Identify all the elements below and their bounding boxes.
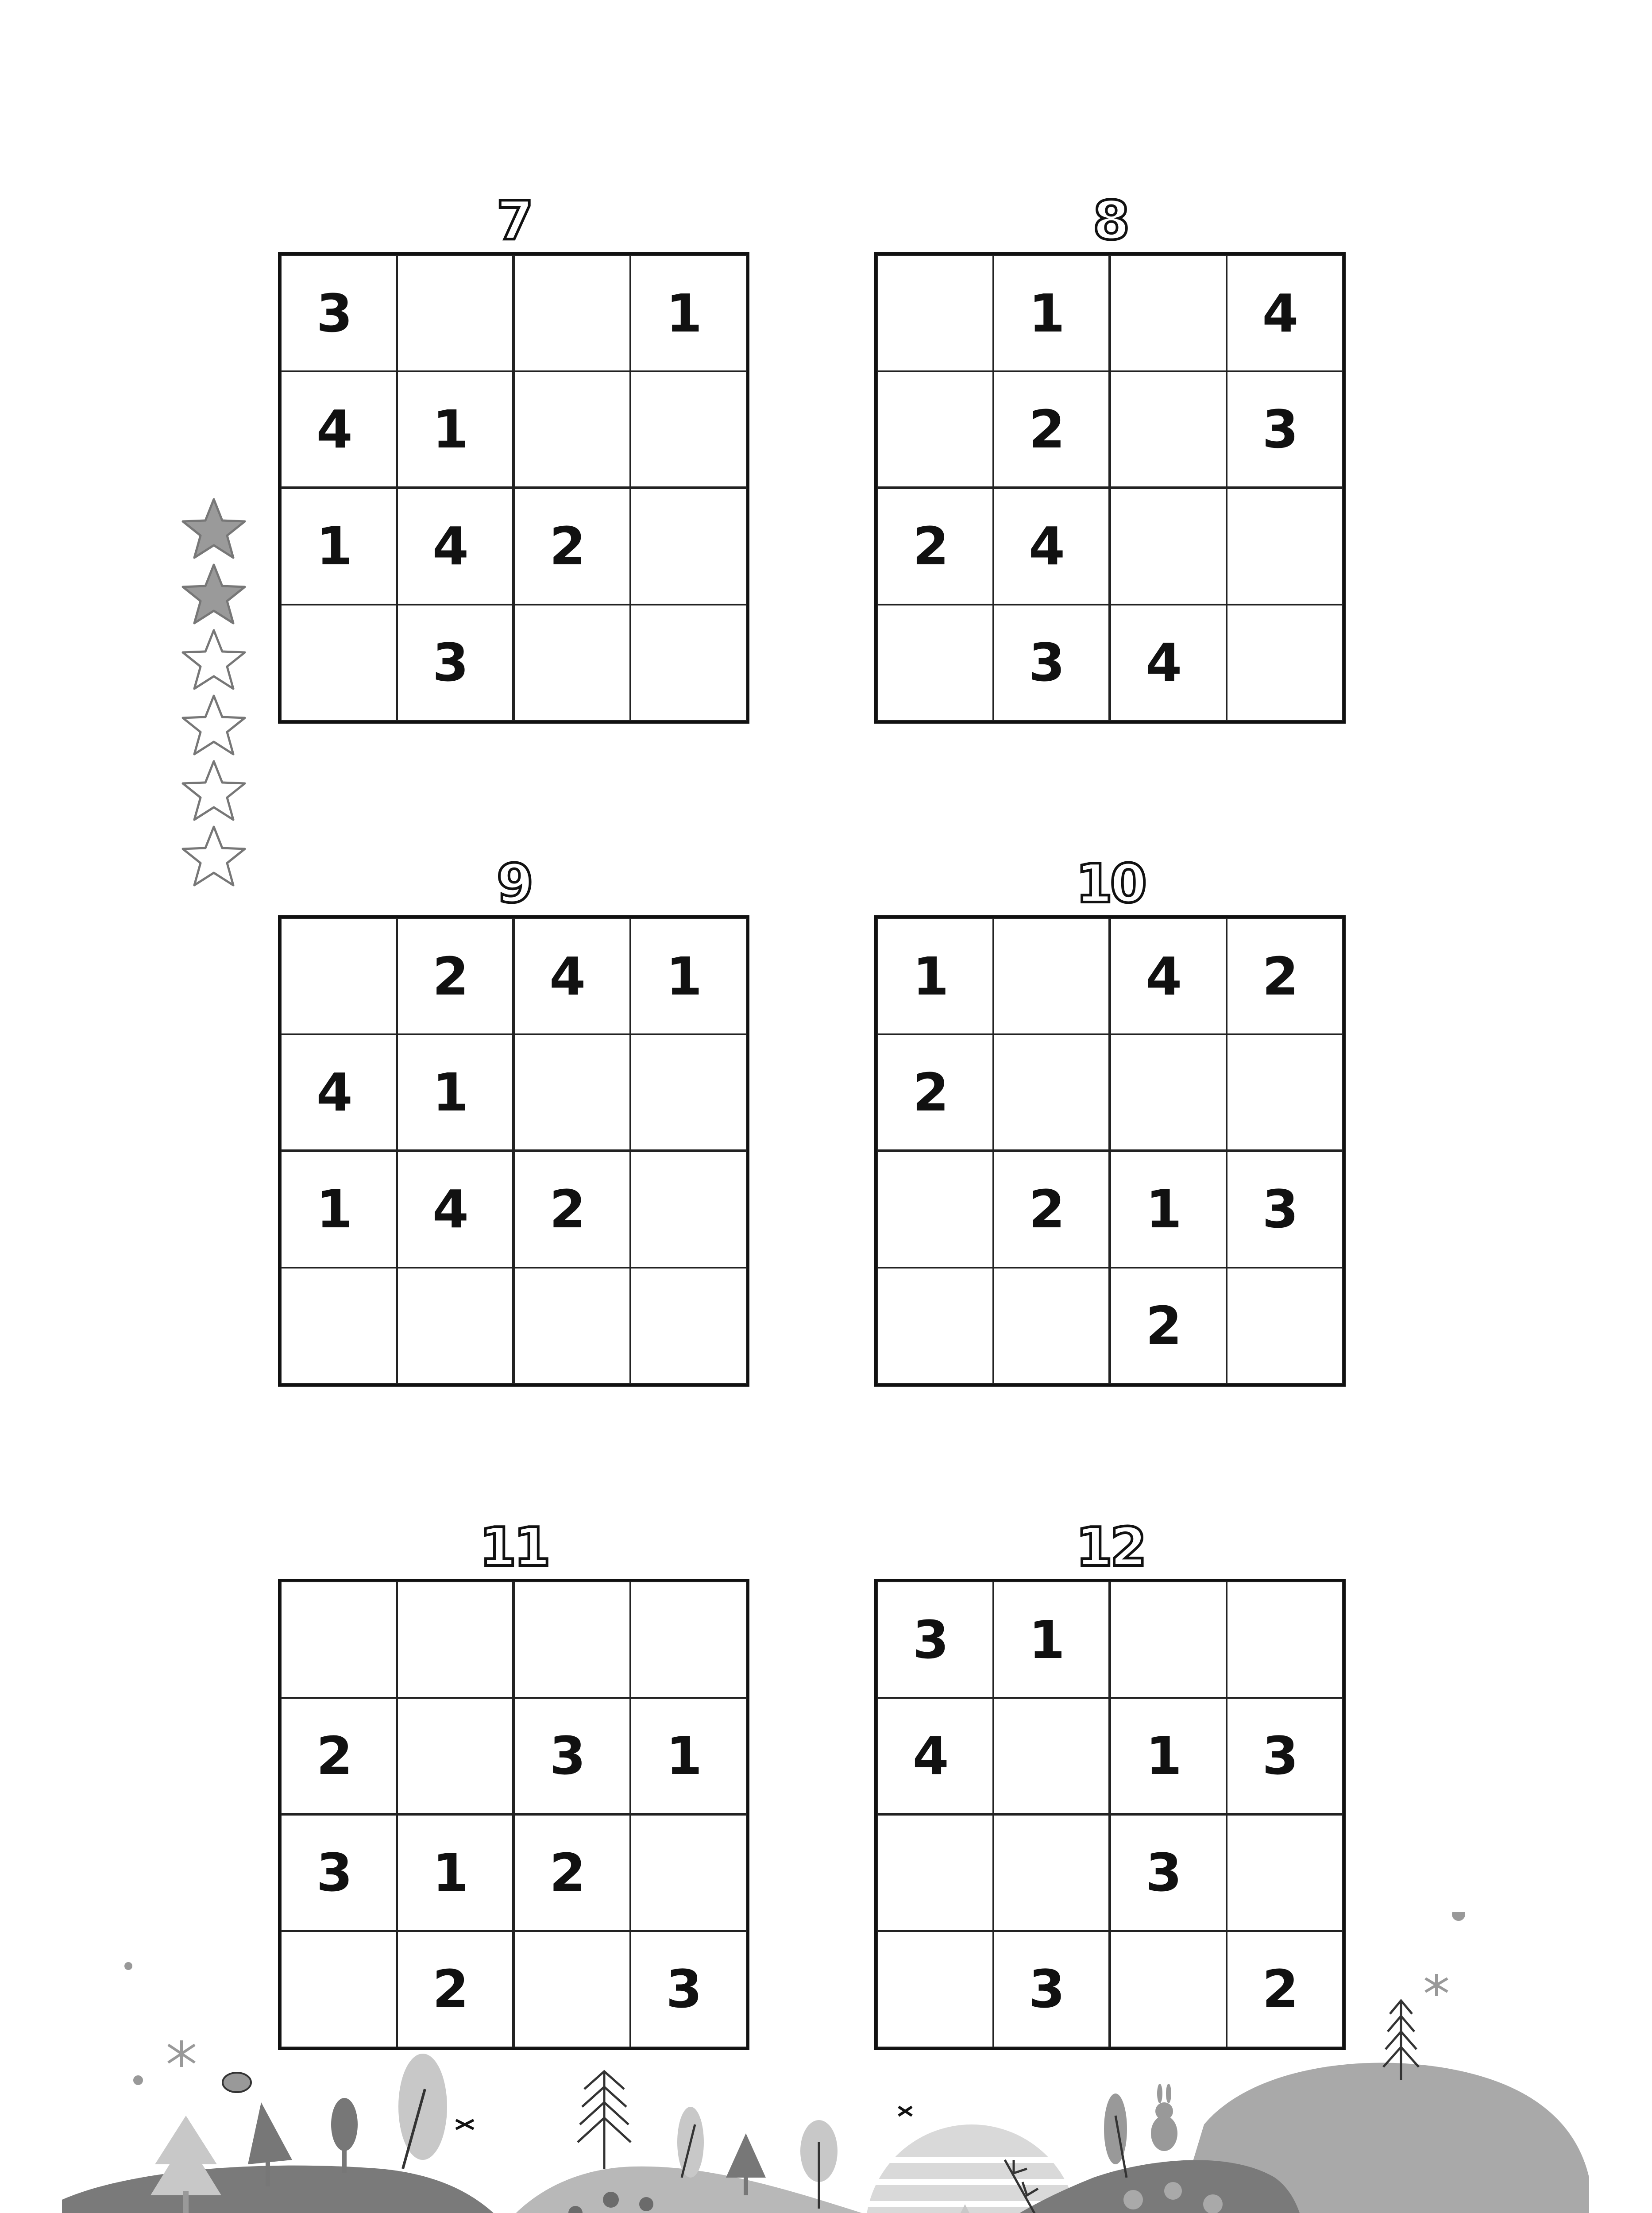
grid-cell: 4 (514, 918, 630, 1034)
grid-cell (993, 1268, 1110, 1384)
grid-cell: 2 (1227, 1931, 1343, 2047)
grid-cell (993, 918, 1110, 1034)
grid-cell: 1 (877, 918, 993, 1034)
bee-icon (223, 2073, 251, 2092)
grid-cell (877, 1151, 993, 1268)
grid-cell (397, 1698, 513, 1814)
puzzle-number: 9 (496, 853, 531, 915)
grid-cell: 2 (514, 1815, 630, 1931)
grid-cell (877, 605, 993, 721)
grid-cell (514, 371, 630, 488)
grid-cell: 1 (281, 488, 397, 605)
grid-cell: 2 (281, 1698, 397, 1814)
grid-cell: 3 (281, 255, 397, 371)
star-icon (181, 627, 247, 693)
grid-cell: 1 (630, 918, 747, 1034)
grid-cell (630, 488, 747, 605)
grid-cell (281, 1268, 397, 1384)
difficulty-rating (181, 496, 251, 889)
grid-cell (877, 1268, 993, 1384)
grid-cell (630, 1034, 747, 1151)
grid-cell: 2 (993, 371, 1110, 488)
puzzle-number: 11 (479, 1517, 548, 1578)
grid-cell: 1 (281, 1151, 397, 1268)
grid-cell: 4 (1227, 255, 1343, 371)
grid-cell (1227, 1581, 1343, 1698)
grid-cell: 3 (514, 1698, 630, 1814)
grid-cell: 2 (993, 1151, 1110, 1268)
grid-cell (1110, 255, 1227, 371)
grid-cell: 1 (397, 1815, 513, 1931)
grid-cell (877, 255, 993, 371)
grid-cell (514, 1581, 630, 1698)
grid-cell: 2 (397, 1931, 513, 2047)
grid-cell (1227, 488, 1343, 605)
grid-cell (630, 1268, 747, 1384)
grid-cell (630, 371, 747, 488)
grid-cell (281, 918, 397, 1034)
grid-cell: 4 (397, 488, 513, 605)
grid-cell: 2 (514, 488, 630, 605)
sudoku-grid (278, 915, 749, 1387)
grid-cell: 3 (630, 1931, 747, 2047)
grid-cell: 3 (1227, 1698, 1343, 1814)
grid-cell: 3 (877, 1581, 993, 1698)
grid-cell: 2 (397, 918, 513, 1034)
grid-cell (993, 1034, 1110, 1151)
grid-cell (1110, 371, 1227, 488)
grid-cell (1227, 605, 1343, 721)
grid-cell: 1 (630, 255, 747, 371)
grid-cell (1110, 1581, 1227, 1698)
rabbit-icon (1151, 2084, 1177, 2151)
star-icon (181, 561, 247, 628)
grid-cell: 4 (877, 1698, 993, 1814)
grid-cell: 4 (993, 488, 1110, 605)
grid-cell (397, 1268, 513, 1384)
puzzle-number: 10 (1076, 853, 1144, 915)
grid-cell: 4 (397, 1151, 513, 1268)
star-icon (181, 496, 247, 562)
grid-cell: 3 (1227, 1151, 1343, 1268)
sudoku-grid (278, 252, 749, 724)
grid-cell (514, 255, 630, 371)
grid-cell: 1 (993, 255, 1110, 371)
grid-cell: 3 (993, 605, 1110, 721)
grid-cell: 2 (877, 488, 993, 605)
grid-cell: 4 (281, 1034, 397, 1151)
star-icon (181, 823, 247, 890)
grid-cell (514, 1034, 630, 1151)
grid-cell: 3 (281, 1815, 397, 1931)
grid-cell: 1 (397, 1034, 513, 1151)
grid-cell: 3 (1227, 371, 1343, 488)
grid-cell (1227, 1268, 1343, 1384)
grid-cell (514, 1268, 630, 1384)
grid-cell: 2 (877, 1034, 993, 1151)
landscape-illustration (0, 1912, 1652, 2213)
puzzle-number: 8 (1092, 190, 1127, 252)
grid-cell: 2 (1227, 918, 1343, 1034)
grid-cell: 4 (1110, 918, 1227, 1034)
grid-cell (630, 1151, 747, 1268)
grid-cell (1110, 488, 1227, 605)
grid-cell: 3 (993, 1931, 1110, 2047)
hill-left (62, 2166, 522, 2213)
grid-cell: 1 (993, 1581, 1110, 1698)
grid-cell: 1 (1110, 1698, 1227, 1814)
star-icon (181, 692, 247, 759)
grid-cell: 2 (1110, 1268, 1227, 1384)
star-icon (181, 758, 247, 824)
sudoku-grid (874, 252, 1346, 724)
grid-cell (397, 1581, 513, 1698)
grid-cell: 3 (1110, 1815, 1227, 1931)
grid-cell (630, 1581, 747, 1698)
puzzle-number: 12 (1076, 1517, 1144, 1578)
grid-cell (397, 255, 513, 371)
sudoku-grid (874, 915, 1346, 1387)
grid-cell: 2 (514, 1151, 630, 1268)
grid-cell (514, 605, 630, 721)
grid-cell: 4 (1110, 605, 1227, 721)
grid-cell: 1 (1110, 1151, 1227, 1268)
grid-cell: 1 (630, 1698, 747, 1814)
grid-cell: 3 (397, 605, 513, 721)
grid-cell: 4 (281, 371, 397, 488)
grid-cell (1110, 1034, 1227, 1151)
grid-cell: 1 (397, 371, 513, 488)
puzzle-number: 7 (496, 190, 531, 252)
grid-cell (877, 371, 993, 488)
grid-cell (281, 1581, 397, 1698)
grid-cell (630, 605, 747, 721)
grid-cell (993, 1698, 1110, 1814)
grid-cell (1227, 1034, 1343, 1151)
grid-cell (281, 605, 397, 721)
